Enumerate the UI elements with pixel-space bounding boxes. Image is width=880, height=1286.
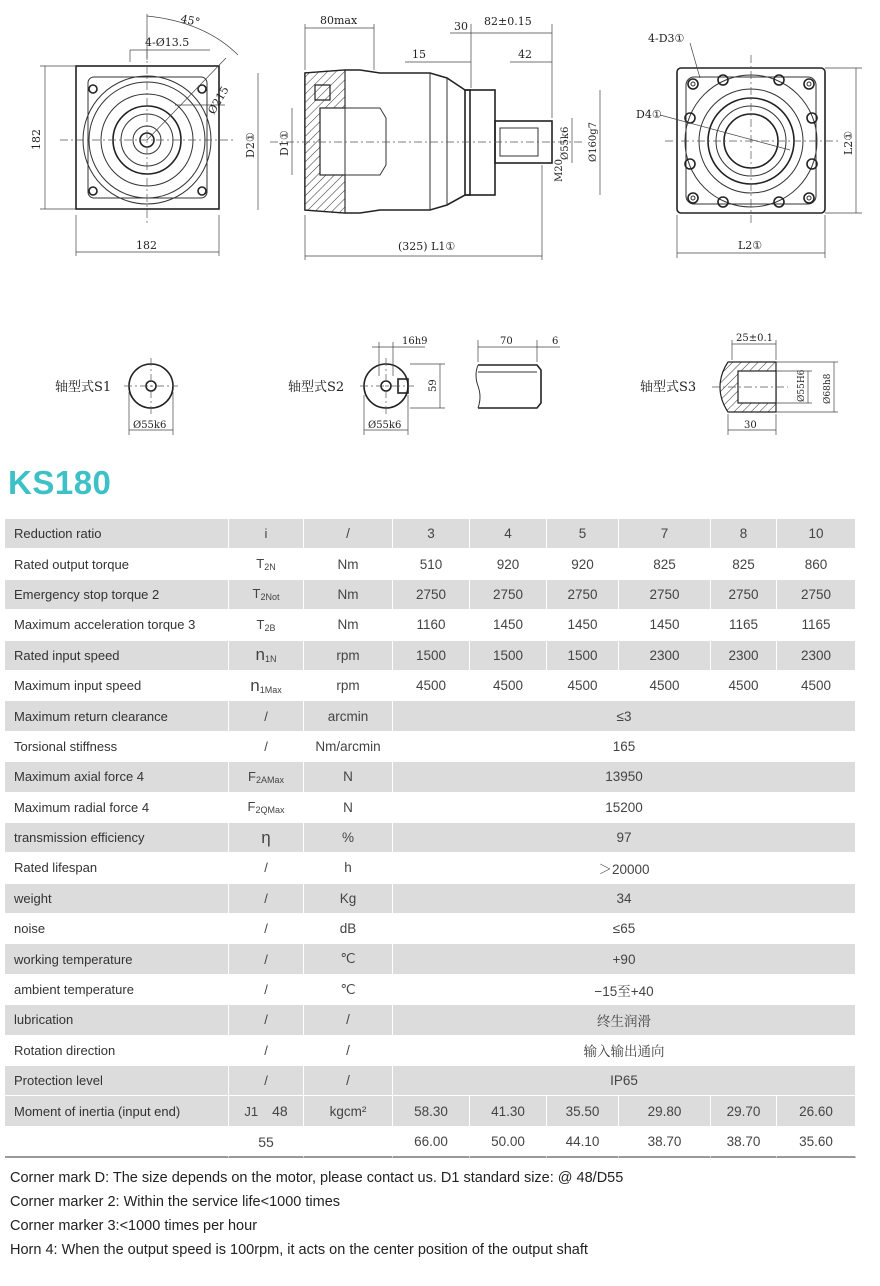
s3-25-label: 25±0.1 bbox=[736, 333, 774, 344]
param-value: 2750 bbox=[547, 580, 619, 610]
symbol-subscript: 2Not bbox=[260, 592, 280, 603]
table-row bbox=[5, 580, 856, 610]
param-symbol bbox=[229, 975, 304, 1005]
param-name: ambient temperature bbox=[5, 975, 229, 1005]
param-value: 825 bbox=[619, 549, 711, 579]
holes-label: 4-Ø13.5 bbox=[145, 36, 190, 49]
symbol-main: η bbox=[261, 827, 271, 847]
param-symbol bbox=[229, 1036, 304, 1066]
param-value: 15200 bbox=[393, 793, 856, 823]
shaft-s1-view bbox=[55, 358, 178, 435]
note-line: Corner marker 3:<1000 times per hour bbox=[10, 1218, 258, 1234]
s2-len-label: 70 bbox=[500, 336, 513, 347]
param-symbol bbox=[229, 580, 304, 610]
param-name: Moment of inertia (input end) bbox=[5, 1096, 229, 1126]
param-name: Maximum input speed bbox=[5, 671, 229, 701]
param-name: lubrication bbox=[5, 1005, 229, 1035]
param-symbol bbox=[229, 853, 304, 883]
s3-inner-label: Ø55H6 bbox=[797, 369, 807, 402]
param-value: 50.00 bbox=[470, 1127, 547, 1158]
param-unit: Nm bbox=[304, 580, 393, 610]
param-symbol bbox=[229, 1066, 304, 1096]
param-value: 7 bbox=[619, 519, 711, 549]
param-unit: arcmin bbox=[304, 701, 393, 731]
symbol-subscript: 2N bbox=[264, 562, 276, 573]
param-name: Rated lifespan bbox=[5, 853, 229, 883]
symbol-main: / bbox=[264, 708, 268, 724]
symbol-subscript: 1Max bbox=[259, 684, 282, 695]
param-unit: / bbox=[304, 1005, 393, 1035]
param-value: 10 bbox=[777, 519, 856, 549]
table-row bbox=[5, 549, 856, 579]
shaft-dia-label: Ø55k6 bbox=[560, 126, 571, 160]
param-value: −15至+40 bbox=[393, 975, 856, 1005]
pilot-label: Ø160g7 bbox=[588, 121, 599, 162]
shaft-s3-view bbox=[640, 333, 838, 435]
table-row bbox=[5, 793, 856, 823]
s2-label: 轴型式S2 bbox=[288, 380, 345, 395]
symbol-main: i bbox=[264, 526, 268, 542]
side-section-view bbox=[244, 14, 600, 260]
table-row bbox=[5, 1096, 856, 1126]
param-value: ≤3 bbox=[393, 701, 856, 731]
param-value: 29.70 bbox=[711, 1096, 777, 1126]
param-value: 1165 bbox=[777, 610, 856, 640]
param-value: 41.30 bbox=[470, 1096, 547, 1126]
param-value: 66.00 bbox=[393, 1127, 470, 1158]
s2-h-label: 59 bbox=[428, 379, 439, 392]
motor-size: 55 bbox=[258, 1133, 274, 1150]
note-line: Corner marker 2: Within the service life<1000 times bbox=[10, 1194, 341, 1210]
symbol-main: F bbox=[248, 768, 256, 784]
param-symbol bbox=[229, 641, 304, 671]
dim-15-label: 15 bbox=[412, 48, 426, 61]
param-unit: Kg bbox=[304, 884, 393, 914]
param-name: weight bbox=[5, 884, 229, 914]
symbol-main: / bbox=[264, 860, 268, 876]
param-unit: kgcm² bbox=[304, 1096, 393, 1126]
s1-dia-label: Ø55k6 bbox=[133, 420, 167, 431]
dim-30-label: 30 bbox=[454, 20, 468, 33]
table-row bbox=[5, 1066, 856, 1096]
l1-label: (325) L1① bbox=[398, 240, 456, 253]
param-name: noise bbox=[5, 914, 229, 944]
d4-label: D4① bbox=[636, 108, 662, 121]
param-unit: h bbox=[304, 853, 393, 883]
param-value: 4500 bbox=[393, 671, 470, 701]
param-unit: / bbox=[304, 1066, 393, 1096]
param-name: Emergency stop torque 2 bbox=[5, 580, 229, 610]
table-row bbox=[5, 732, 856, 762]
symbol-subscript: 1N bbox=[264, 654, 277, 665]
param-value: 825 bbox=[711, 549, 777, 579]
param-value: 2750 bbox=[470, 580, 547, 610]
param-value: 1160 bbox=[393, 610, 470, 640]
param-value: 2750 bbox=[619, 580, 711, 610]
param-value: 2750 bbox=[711, 580, 777, 610]
param-value: 5 bbox=[547, 519, 619, 549]
table-row bbox=[5, 1127, 856, 1158]
table-row bbox=[5, 914, 856, 944]
param-symbol bbox=[229, 1005, 304, 1035]
note-line: Horn 4: When the output speed is 100rpm, it acts on the center position of the output shaft bbox=[10, 1242, 588, 1258]
inertia-symbol: J1 bbox=[244, 1104, 259, 1120]
table-row bbox=[5, 884, 856, 914]
param-name: Protection level bbox=[5, 1066, 229, 1096]
table-row bbox=[5, 701, 856, 731]
param-unit: N bbox=[304, 762, 393, 792]
param-value: 2750 bbox=[393, 580, 470, 610]
param-value: 38.70 bbox=[619, 1127, 711, 1158]
param-symbol bbox=[229, 944, 304, 974]
param-value: 44.10 bbox=[547, 1127, 619, 1158]
param-unit: Nm bbox=[304, 549, 393, 579]
param-symbol bbox=[229, 884, 304, 914]
left-height-label: 182 bbox=[30, 129, 43, 150]
param-value: 4 bbox=[470, 519, 547, 549]
param-name: Maximum radial force 4 bbox=[5, 793, 229, 823]
param-unit: rpm bbox=[304, 641, 393, 671]
param-unit: % bbox=[304, 823, 393, 853]
len-max-label: 80max bbox=[320, 14, 358, 27]
symbol-subscript: 2QMax bbox=[255, 805, 285, 816]
pcd-label: Ø215 bbox=[205, 84, 232, 117]
param-unit: Nm/arcmin bbox=[304, 732, 393, 762]
param-value: 1165 bbox=[711, 610, 777, 640]
param-name: transmission efficiency bbox=[5, 823, 229, 853]
param-unit: dB bbox=[304, 914, 393, 944]
param-value: 2300 bbox=[619, 641, 711, 671]
symbol-main: / bbox=[264, 1042, 268, 1058]
symbol-main: / bbox=[264, 1012, 268, 1028]
param-value: ＞20000 bbox=[393, 853, 856, 883]
param-unit: / bbox=[304, 1036, 393, 1066]
param-symbol bbox=[229, 823, 304, 853]
param-value: 4500 bbox=[711, 671, 777, 701]
param-value: 165 bbox=[393, 732, 856, 762]
s3-label: 轴型式S3 bbox=[640, 380, 697, 395]
param-unit: rpm bbox=[304, 671, 393, 701]
param-symbol bbox=[229, 701, 304, 731]
param-value: 1450 bbox=[619, 610, 711, 640]
param-symbol bbox=[229, 1127, 304, 1158]
param-unit: ℃ bbox=[304, 975, 393, 1005]
symbol-main: T bbox=[256, 616, 265, 632]
left-width-label: 182 bbox=[136, 239, 157, 252]
param-unit: / bbox=[304, 519, 393, 549]
param-name bbox=[5, 1127, 229, 1158]
param-value: 3 bbox=[393, 519, 470, 549]
param-name: Torsional stiffness bbox=[5, 732, 229, 762]
table-row bbox=[5, 641, 856, 671]
table-row bbox=[5, 944, 856, 974]
param-value: 4500 bbox=[619, 671, 711, 701]
param-symbol bbox=[229, 610, 304, 640]
param-name: Maximum return clearance bbox=[5, 701, 229, 731]
left-flange-view bbox=[30, 12, 238, 256]
param-unit: Nm bbox=[304, 610, 393, 640]
param-value: 97 bbox=[393, 823, 856, 853]
param-symbol bbox=[229, 549, 304, 579]
table-row bbox=[5, 1005, 856, 1035]
angle-label: 45° bbox=[179, 12, 202, 29]
motor-size: 48 bbox=[272, 1103, 288, 1120]
param-value: 35.50 bbox=[547, 1096, 619, 1126]
param-value: 2750 bbox=[777, 580, 856, 610]
param-unit: ℃ bbox=[304, 944, 393, 974]
symbol-subscript: 2AMax bbox=[255, 774, 284, 785]
s3-outer-label: Ø68h8 bbox=[823, 373, 833, 404]
param-value: 2300 bbox=[777, 641, 856, 671]
d3-label: 4-D3① bbox=[648, 32, 685, 45]
l2-vertical-label: L2① bbox=[842, 130, 855, 155]
param-value: 1450 bbox=[547, 610, 619, 640]
table-row bbox=[5, 975, 856, 1005]
param-value: 860 bbox=[777, 549, 856, 579]
spec-table bbox=[5, 519, 856, 1158]
param-name: Maximum acceleration torque 3 bbox=[5, 610, 229, 640]
table-row bbox=[5, 1036, 856, 1066]
param-value: 8 bbox=[711, 519, 777, 549]
param-value: 26.60 bbox=[777, 1096, 856, 1126]
footnotes bbox=[10, 1166, 623, 1262]
param-value: 13950 bbox=[393, 762, 856, 792]
param-name: Rated input speed bbox=[5, 641, 229, 671]
s2-6-label: 6 bbox=[552, 336, 559, 347]
param-value: 4500 bbox=[547, 671, 619, 701]
param-value: 1500 bbox=[470, 641, 547, 671]
dim-82-label: 82±0.15 bbox=[484, 15, 532, 28]
s2-key-label: 16h9 bbox=[402, 336, 428, 347]
param-unit bbox=[304, 1127, 393, 1158]
table-row bbox=[5, 853, 856, 883]
param-value: 510 bbox=[393, 549, 470, 579]
symbol-main: / bbox=[264, 1073, 268, 1089]
param-name: working temperature bbox=[5, 944, 229, 974]
param-name: Reduction ratio bbox=[5, 519, 229, 549]
param-name: Rotation direction bbox=[5, 1036, 229, 1066]
symbol-subscript: 2B bbox=[264, 622, 276, 633]
param-value: 输入输出通向 bbox=[393, 1036, 856, 1066]
symbol-main: / bbox=[264, 738, 268, 754]
s1-label: 轴型式S1 bbox=[55, 380, 112, 395]
param-value: 35.60 bbox=[777, 1127, 856, 1158]
table-row bbox=[5, 671, 856, 701]
s2-dia-label: Ø55k6 bbox=[368, 420, 402, 431]
param-value: 1500 bbox=[547, 641, 619, 671]
output-end-view bbox=[636, 32, 862, 258]
param-symbol bbox=[229, 519, 304, 549]
table-row bbox=[5, 762, 856, 792]
symbol-main: / bbox=[264, 982, 268, 998]
table-row bbox=[5, 610, 856, 640]
param-value: 38.70 bbox=[711, 1127, 777, 1158]
symbol-main: / bbox=[264, 890, 268, 906]
l2-horizontal-label: L2① bbox=[738, 239, 763, 252]
param-value: +90 bbox=[393, 944, 856, 974]
param-value: 58.30 bbox=[393, 1096, 470, 1126]
dim-42-label: 42 bbox=[518, 48, 532, 61]
param-name: Rated output torque bbox=[5, 549, 229, 579]
param-value: 920 bbox=[547, 549, 619, 579]
param-value: 29.80 bbox=[619, 1096, 711, 1126]
d2-label: D2① bbox=[244, 132, 257, 158]
param-value: 2300 bbox=[711, 641, 777, 671]
param-unit: N bbox=[304, 793, 393, 823]
symbol-main: / bbox=[264, 951, 268, 967]
symbol-main: T bbox=[252, 586, 261, 602]
param-value: 920 bbox=[470, 549, 547, 579]
table-row bbox=[5, 519, 856, 549]
param-value: 4500 bbox=[470, 671, 547, 701]
symbol-main: F bbox=[247, 799, 256, 815]
param-value: 1450 bbox=[470, 610, 547, 640]
param-value: IP65 bbox=[393, 1066, 856, 1096]
param-symbol bbox=[229, 732, 304, 762]
thread-label: M20 bbox=[554, 159, 565, 182]
param-name: Maximum axial force 4 bbox=[5, 762, 229, 792]
note-line: Corner mark D: The size depends on the motor, please contact us. D1 standard size: @ 48/D55 bbox=[10, 1170, 624, 1186]
param-value: 34 bbox=[393, 884, 856, 914]
s3-30-label: 30 bbox=[744, 420, 757, 431]
shaft-s2-view bbox=[288, 336, 560, 435]
symbol-main: n bbox=[255, 645, 265, 665]
param-symbol bbox=[229, 1096, 304, 1126]
symbol-main: T bbox=[256, 556, 265, 572]
d1-label: D1① bbox=[278, 130, 291, 156]
param-value: 终生润滑 bbox=[393, 1005, 856, 1035]
param-symbol bbox=[229, 671, 304, 701]
param-symbol bbox=[229, 914, 304, 944]
param-value: ≤65 bbox=[393, 914, 856, 944]
param-symbol bbox=[229, 793, 304, 823]
model-title: KS180 bbox=[8, 464, 112, 501]
symbol-main: / bbox=[264, 921, 268, 937]
param-value: 4500 bbox=[777, 671, 856, 701]
symbol-main: n bbox=[250, 675, 260, 695]
param-symbol bbox=[229, 762, 304, 792]
technical-drawings bbox=[0, 0, 880, 450]
table-row bbox=[5, 823, 856, 853]
param-value: 1500 bbox=[393, 641, 470, 671]
